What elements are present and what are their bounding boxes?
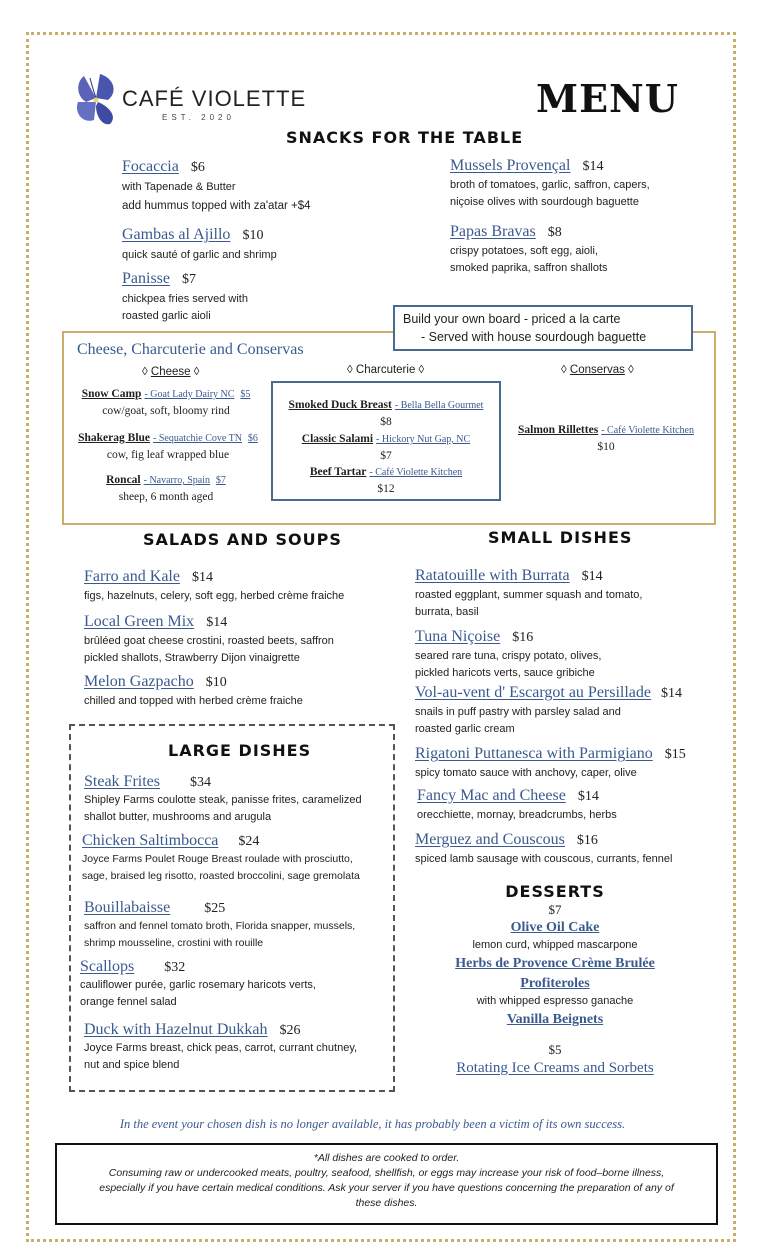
salad-gazpacho	[84, 673, 404, 710]
item-desc: pickled shallots, Strawberry Dijon vinaigrette	[84, 652, 300, 664]
cheese-roncal: Roncal - Navarro, Spain $7 sheep, 6 month aged	[66, 472, 266, 505]
item-desc: burrata, basil	[415, 606, 479, 618]
item-name: Melon Gazpacho	[84, 673, 194, 690]
item-desc: spicy tomato sauce with anchovy, caper, olive	[415, 767, 637, 779]
item-name: Steak Frites	[84, 773, 160, 790]
item-price: $24	[238, 834, 260, 849]
dessert-ice-creams: Rotating Ice Creams and Sorbets	[456, 1060, 654, 1076]
item-desc: shrimp mousseline, crostini with rouille	[84, 937, 264, 949]
small-escargot	[415, 684, 730, 738]
item-price: $14	[661, 686, 683, 701]
item-price: $10	[205, 675, 227, 690]
item-name: Fancy Mac and Cheese	[417, 787, 566, 804]
item-name: Vol-au-vent d' Escargot au Persillade	[415, 684, 652, 701]
item-desc: crispy potatoes, soft egg, aioli,	[450, 245, 598, 257]
item-name: Rigatoni Puttanesca with Parmigiano	[415, 745, 653, 762]
board-title: Cheese, Charcuterie and Conservas	[77, 341, 304, 358]
item-desc: nut and spice blend	[84, 1059, 180, 1071]
item-desc: shallot butter, mushrooms and arugula	[84, 811, 272, 823]
conserva-salmon: Salmon Rillettes - Café Violette Kitchen $10	[503, 422, 709, 455]
notice-line: *All dishes are cooked to order.	[313, 1152, 460, 1164]
salad-green-mix	[84, 613, 404, 667]
cheese-shakerag: Shakerag Blue - Sequatchie Cove TN $6 cow, fig leaf wrapped blue	[66, 430, 270, 463]
board-callout	[393, 305, 693, 351]
dessert-price: $7	[548, 902, 562, 917]
callout-line: Build your own board - priced a la carte	[403, 312, 621, 326]
item-desc: orange fennel salad	[80, 996, 177, 1008]
item-desc: figs, hazelnuts, celery, soft egg, herbed crème fraiche	[84, 590, 345, 602]
item-price: $14	[191, 570, 213, 585]
item-name: Tuna Niçoise	[415, 628, 501, 645]
item-desc: brûléed goat cheese crostini, roasted beets, saffron	[84, 635, 334, 647]
charc-tartar: Beef Tartar - Café Violette Kitchen $12	[271, 464, 501, 497]
small-merguez	[415, 831, 730, 868]
item-desc: with Tapenade & Butter	[122, 181, 236, 193]
footer-tagline: In the event your chosen dish is no longer available, it has probably been a victim of its own success.	[119, 1117, 626, 1131]
cat-cheese: ◊ Cheese ◊	[142, 366, 200, 378]
item-price: $16	[576, 833, 598, 848]
item-desc: seared rare tuna, crispy potato, olives,	[415, 650, 602, 662]
item-desc: spiced lamb sausage with couscous, currants, fennel	[415, 853, 673, 865]
brand-est: EST. 2020	[162, 113, 235, 122]
dessert-creme-brulee: Herbs de Provence Crème Brulée	[455, 956, 655, 971]
item-name: Ratatouille with Burrata	[415, 567, 570, 584]
item-desc: niçoise olives with sourdough baguette	[450, 196, 639, 208]
notice-line: Consuming raw or undercooked meats, poultry, seafood, shellfish, or eggs may increase your risk of food–borne illness,	[108, 1167, 665, 1179]
item-price: $7	[182, 272, 196, 287]
item-price: $32	[164, 960, 186, 975]
item-price: $25	[204, 901, 226, 916]
item-desc: roasted garlic cream	[415, 723, 515, 735]
item-price: $14	[581, 569, 603, 584]
item-desc: broth of tomatoes, garlic, saffron, capers,	[450, 179, 650, 191]
item-desc: sage, braised leg risotto, roasted broccolini, sage gremolata	[82, 870, 360, 882]
item-price: $16	[512, 630, 534, 645]
item-desc: snails in puff pastry with parsley salad and	[415, 706, 621, 718]
item-desc: Shipley Farms coulotte steak, panisse frites, caramelized	[84, 794, 362, 806]
item-name: Scallops	[80, 958, 135, 975]
item-desc: quick sauté of garlic and shrimp	[122, 249, 277, 261]
large-bouillabaisse	[84, 899, 389, 952]
item-price: $14	[206, 615, 228, 630]
item-name: Mussels Provençal	[450, 157, 571, 174]
charc-price: $8	[380, 416, 392, 428]
snack-panisse	[122, 270, 402, 325]
large-steak	[84, 773, 389, 826]
item-price: $8	[547, 225, 562, 240]
item-desc: roasted garlic aioli	[122, 310, 211, 322]
snack-mussels	[450, 157, 730, 211]
item-name: Bouillabaisse	[84, 899, 171, 916]
item-name: Panisse	[122, 270, 170, 287]
snack-gambas	[122, 226, 402, 264]
desserts-section	[405, 882, 705, 1077]
small-rigatoni	[415, 745, 730, 782]
snack-focaccia	[122, 158, 402, 215]
item-price: $26	[279, 1023, 301, 1038]
item-price: $6	[190, 160, 205, 175]
item-name: Farro and Kale	[84, 568, 180, 585]
dessert-price: $5	[548, 1042, 562, 1057]
item-desc: cauliflower purée, garlic rosemary haricots verts,	[80, 979, 316, 991]
notice-line: these dishes.	[355, 1197, 418, 1209]
snacks-title: SNACKS FOR THE TABLE	[286, 128, 524, 147]
item-name: Duck with Hazelnut Dukkah	[84, 1021, 268, 1038]
large-saltimbocca	[82, 832, 392, 885]
salads-title: SALADS AND SOUPS	[143, 530, 342, 549]
brand-name: CAFÉ VIOLETTE	[122, 86, 307, 111]
charc-price: $12	[377, 483, 395, 495]
item-desc: smoked paprika, saffron shallots	[450, 262, 608, 274]
large-duck	[84, 1021, 389, 1074]
notice-line: especially if you have certain medical conditions. Ask your server if you have questions concerning the preparation of any of	[99, 1182, 674, 1194]
charc-duck: Smoked Duck Breast - Bella Bella Gourmet $8	[271, 397, 501, 430]
cheese-desc: sheep, 6 month aged	[118, 491, 214, 503]
item-name: Chicken Saltimbocca	[82, 832, 219, 849]
item-price: $14	[577, 789, 599, 804]
large-scallops	[80, 958, 385, 1011]
item-price: $10	[242, 228, 264, 243]
dessert-desc: with whipped espresso ganache	[476, 995, 634, 1007]
item-desc: roasted eggplant, summer squash and tomato,	[415, 589, 643, 601]
small-title: SMALL DISHES	[488, 528, 633, 547]
item-name: Gambas al Ajillo	[122, 226, 231, 243]
item-price: $34	[190, 775, 211, 790]
cheese-desc: cow, fig leaf wrapped blue	[106, 449, 230, 461]
item-desc: add hummus topped with za'atar +$4	[122, 200, 311, 212]
item-desc: saffron and fennel tomato broth, Florida snapper, mussels,	[84, 920, 356, 932]
cat-charcuterie: ◊ Charcuterie ◊	[347, 364, 425, 376]
charc-salami: Classic Salami - Hickory Nut Gap, NC $7	[271, 431, 501, 464]
item-desc: pickled haricots verts, sauce gribiche	[415, 667, 595, 679]
dessert-desc: lemon curd, whipped mascarpone	[472, 939, 638, 951]
small-ratatouille	[415, 567, 725, 621]
cat-conservas: ◊ Conservas ◊	[561, 364, 634, 376]
item-name: Merguez and Couscous	[415, 831, 565, 848]
snack-papas	[450, 223, 730, 277]
item-name: Local Green Mix	[84, 613, 195, 630]
item-desc: Joyce Farms Poulet Rouge Breast roulade with prosciutto,	[82, 853, 353, 865]
small-tuna	[415, 628, 725, 682]
menu-title: MENU	[536, 76, 679, 121]
charc-price: $7	[380, 450, 392, 462]
desserts-title: DESSERTS	[505, 882, 605, 901]
small-mac	[417, 787, 727, 824]
item-desc: Joyce Farms breast, chick peas, carrot, currant chutney,	[84, 1042, 358, 1054]
item-desc: chilled and topped with herbed crème fraiche	[84, 695, 303, 707]
salad-farro	[84, 568, 404, 605]
violet-flower-icon	[74, 72, 120, 126]
callout-line: - Served with house sourdough baguette	[421, 330, 647, 344]
item-name: Papas Bravas	[450, 223, 536, 240]
item-price: $15	[664, 747, 686, 762]
dessert-beignets: Vanilla Beignets	[506, 1012, 604, 1027]
item-price: $14	[582, 159, 604, 174]
cheese-desc: cow/goat, soft, bloomy rind	[102, 405, 230, 417]
dessert-profiteroles: Profiteroles	[520, 976, 590, 991]
item-name: Focaccia	[122, 158, 179, 175]
cheese-snow-camp: Snow Camp - Goat Lady Dairy NC $5 cow/goat, soft, bloomy rind	[66, 386, 266, 419]
item-desc: orecchiette, mornay, breadcrumbs, herbs	[417, 809, 617, 821]
dessert-olive-oil-cake: Olive Oil Cake	[510, 920, 600, 935]
conserva-price: $10	[597, 441, 615, 453]
item-desc: chickpea fries served with	[122, 293, 248, 305]
allergen-notice	[55, 1143, 718, 1225]
large-title: LARGE DISHES	[168, 741, 312, 760]
